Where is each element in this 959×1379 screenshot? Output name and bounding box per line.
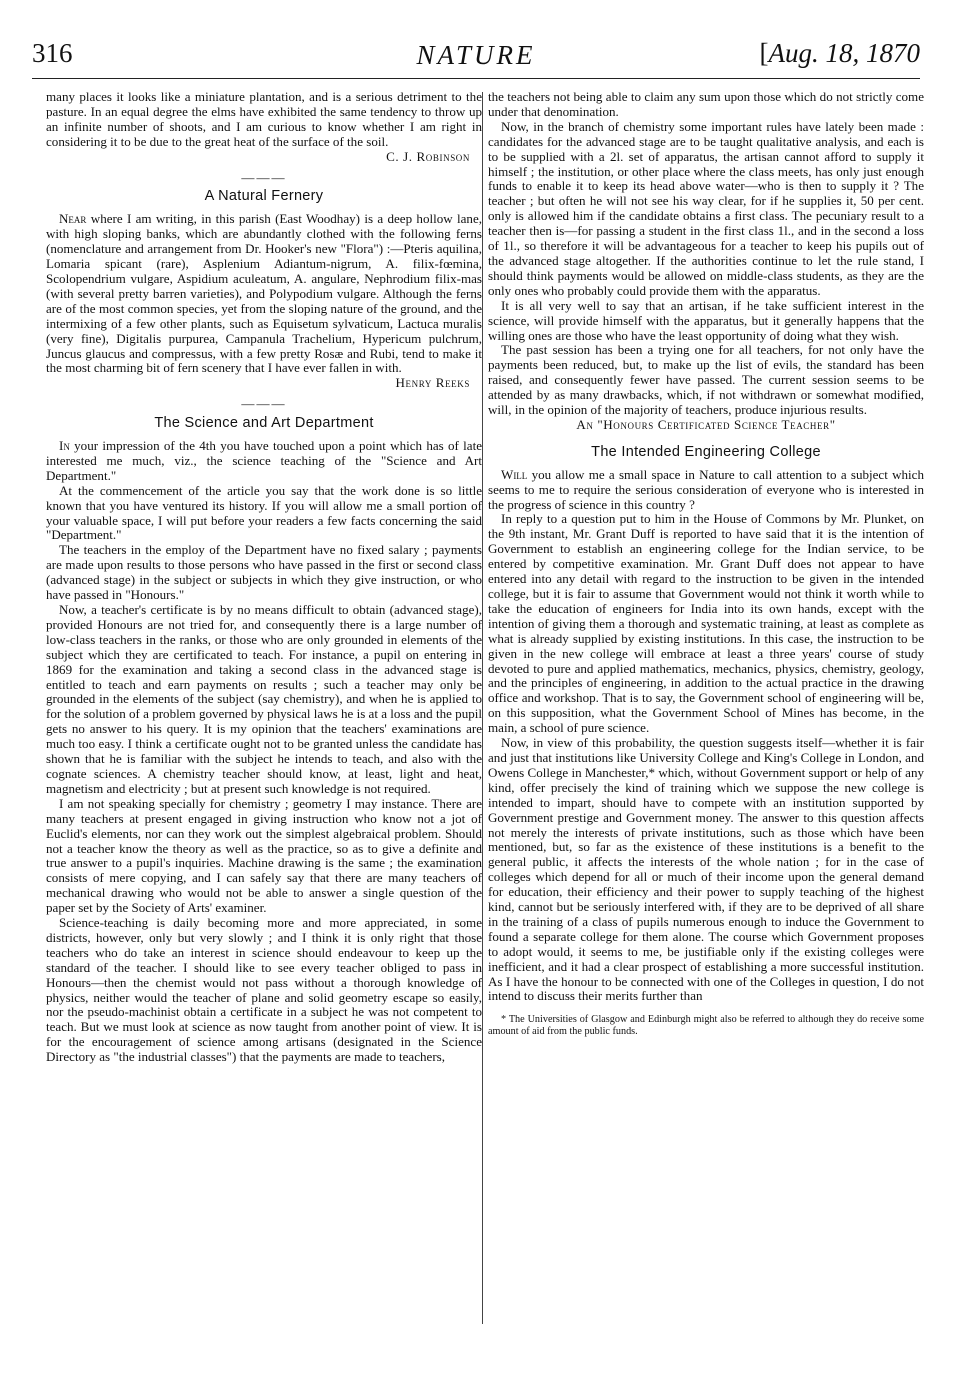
- page-header: [32, 38, 920, 72]
- engineering-text-1: you allow me a small space in Nature to call attention to a subject which seems to me to require the serious consideration of everyone who is interested in the progress of science in this country ?: [488, 466, 924, 512]
- column-divider: [482, 92, 483, 1324]
- science-art-para-6: Science-teaching is daily becoming more and more appreciated, in some districts, however, only but very slowly ; and I think it is only right that those teachers who do take an interest in science should endeavour to keep up the standard of the teacher. I should like to see every teacher obliged to pass in Honours—then the chemist would not pass without a thorough knowledge of physics, neither would the teacher of plane and solid geometry escape so easily, nor the pseudo-machinist obtain a certificate in a subject he was not competent to teach. But we must look at science as now taught from another point of view. It is for the encouragement of science among artisans (designated in the Science Directory as "the industrial classes") that the payments are made to teachers,: [46, 915, 482, 1065]
- issue-date: [760, 38, 921, 69]
- engineering-opening: Will: [501, 466, 528, 482]
- engineering-para-1: [488, 468, 924, 513]
- section-separator: ———: [241, 169, 287, 185]
- journal-title: NATURE: [416, 40, 536, 70]
- science-art-continued: the teachers not being able to claim any sum upon those which do not strictly come under that denomination.: [488, 89, 924, 119]
- signature-robinson: C. J. Robinson: [386, 148, 470, 164]
- engineering-para-2: In reply to a question put to him in the House of Commons by Mr. Plunket, on the 9th instant, Mr. Grant Duff is reported to have said that it is the intention of Government to establish an engineering college for the Indian service, to be entered by competitive examination. Mr. Grant Duff does not appear to have entered into any detail with regard to the instruction to be given in the intended college, but it is fair to assume that Government would not think it worth while to take the education of engineers for India into its own hands, except with the intention of giving them a thorough and systematic training, at least as complete as what is already supplied by existing institutions. In this case, the instruction to be given in the new college will embrace at least a three years' course of study devoted to pure and applied mathematics, mechanics, physics, chemistry, geology, and the principles of engineering, in addition to the actual practice in the drawing office and workshop. That is to say, the Government school of engineering will be, on this supposition, what the Government School of Mines has become, in the main, a school of pure science.: [488, 511, 924, 736]
- science-art-para-1: [46, 439, 482, 484]
- past-session-para: The past session has been a trying one for all teachers, for not only have the payments been reduced, but, to make up the list of evils, the standard has been raised, and consequently fewer have passed. The current session seems to be attended by as many drawbacks, which, if not withdrawn or somewhat modified, will, in the opinion of the majority of teachers, produce injurious results.: [488, 342, 924, 418]
- science-art-opening: In: [59, 438, 70, 454]
- chemistry-rules-para: Now, in the branch of chemistry some important rules have lately been made : candidates for the advanced stage are to be taught qualitative analysis, and each is to be supplied with a 2l. set of apparatus, the artisan cannot afford to supply it himself ; the institution, or other place where the class meets, has only just enough funds to enable it to keep its head above water—who is then to supply it ? The teacher ; but often he will not see his way clear, for if he supplies it, 50 per cent. only is allowed him if the candidate obtains a first class. The pecuniary result to a teacher then is—for passing a student in the first class 1l., and in the second a loss of 1l., so therefore it will be advantageous for a teacher to keep his pupils out of the advanced stage altogether. If the authorities continue to let the rule stand, I should think payments would be allowed on middle-class students, as they are the only ones who probably could provide them with the apparatus.: [488, 118, 924, 298]
- science-art-text-1: your impression of the 4th you have touched upon a point which has of late interested me much, viz., the science teaching of the "Science and Art Department.": [46, 438, 482, 483]
- heading-science-art-dept: The Science and Art Department: [154, 415, 374, 432]
- heading-engineering-college: The Intended Engineering College: [591, 443, 821, 460]
- header-rule: [32, 78, 920, 79]
- page-number: 316: [32, 38, 73, 68]
- heading-natural-fernery: A Natural Fernery: [204, 188, 324, 205]
- date-text: Aug. 18, 1870: [768, 38, 920, 68]
- science-art-para-3: The teachers in the employ of the Department have no fixed salary ; payments are made upon results to those persons who have passed in the first or second class (advanced stage) in the subject or subjects in which they give instruction, or who have passed in "Honours.": [46, 542, 482, 603]
- artisan-apparatus-para: It is all very well to say that an artisan, if he take sufficient interest in the science, will provide himself with the apparatus, but it generally happens that the willing ones are those who have the least opportunity of doing what they wish.: [488, 297, 924, 343]
- science-art-para-4: Now, a teacher's certificate is by no means difficult to obtain (advanced stage), provided Honours are not tried for, and consequently there is a large number of low-class teachers in the ranks, or those who are only grounded in elements of the subject which they are certificated to teach. For instance, a pupil on entering in 1869 for the examination and taking a second class in the advanced stage is entitled to teach and earn payments on results ; such a teacher may only be grounded in the elements of the subject (say chemistry), and when he is applied to for the solution of a problem governed by physical laws he is at a loss and the pupil gets no answer to his query. It is my opinion that the teachers' examinations are much too easy. I think a certificate ought not to be granted unless the candidate has shown that he is familiar with the subject he intends to teach, and also with the cognate sciences. A chemistry teacher should know, at least, light and heat, magnetism and electricity ; but at present such knowledge is not required.: [46, 602, 482, 796]
- science-art-para-5: I am not speaking specially for chemistry ; geometry I may instance. There are many teachers at present engaged in giving instruction who know not a jot of Euclid's elements, nor can they work out the simplest algebraical problem. Should not a teacher know the theory as well as the practice, so as to give a definite and true answer to a pupil's inquiries. Machine drawing is the same ; the examination consists of mere copying, and I can safely say that there are many teachers of mechanical drawing who would not be able to answer a single question of the paper set by the Society of Arts' examiner.: [46, 795, 482, 916]
- right-column: [488, 90, 924, 1038]
- section-separator: ———: [241, 396, 287, 412]
- date-bracket: [: [759, 38, 769, 68]
- fernery-text: where I am writing, in this parish (East Woodhay) is a deep hollow lane, with high sloping banks, which are abundantly clothed with the following ferns (nomenclature and arrangement from Dr. Hooker's new "Flora") :—Pteris aquilina, Lomaria spicant (rare), Asplenium Adiantum-nigrum, A. filix-fœmina, Scolopendrium vulgare, Aspidium aculeatum, A. angulare, Nephrodium filix-mas (with several pretty barren varieties), and Polypodium vulgare. Although the ferns are of the most common species, yet from the sloping nature of the ground, and the intermixing of a few other plants, such as Equisetum sylvaticum, Lactuca muralis (very fine), Digitalis purpurea, Campanula Trachelium, Hypericum pulchrum, Juncus glaucus and compressus, with a few pretty Rosæ and Rubi, tend to make it the most charming bit of fern scenery that I have ever fallen in with.: [46, 211, 482, 376]
- left-column: [46, 90, 482, 1065]
- fernery-letter: [46, 212, 482, 376]
- signature-reeks: Henry Reeks: [395, 375, 470, 391]
- fernery-opening: Near: [59, 211, 87, 227]
- engineering-para-3: Now, in view of this probability, the question suggests itself—whether it is fair and just that institutions like University College and King's College in London, and Owens College in Manchester,* which, without Government support or help of any kind, offer precisely the kind of training which we suppose the new college is intended to impart, should have to compete with an institution supported by Government prestige and Government money. The answer to this question affects not merely the interests of private institutions, such as those which have been mentioned, but, so far as the existence of these institutions is a benefit to the general public, it affects the interests of the whole nation ; for in the case of colleges which depend for all or much of their income upon the general demand for education, their efficiency and their power to supply teaching of the highest kind, cannot but be seriously interfered with, if they are to be deprived of all share in the training of a class of pupils numerous enough to induce the Government to found a separate college for them alone. The course which Government proposes to adopt would, it seems to me, be justifiable only if the existing colleges were inefficient, and it had a clear prospect of establishing a more successful institution. As I have the honour to be connected with one of the Colleges in question, I do not intend to discuss their merits further than: [488, 735, 924, 1004]
- robinson-letter-end: many places it looks like a miniature plantation, and is a serious detriment to the pasture. In an equal degree the elms have exhibited the same tendency to throw up an infinite number of shoots, and I am curious to know whether I am right in considering it to be due to the great heat of the surface of the soil.: [46, 89, 482, 149]
- footnote: [488, 1014, 924, 1038]
- signature-honours-teacher: An "Honours Certificated Science Teacher": [576, 416, 836, 432]
- footnote-text: * The Universities of Glasgow and Edinburgh might also be referred to although they do receive some amount of aid from the public funds.: [488, 1014, 924, 1038]
- science-art-para-2: At the commencement of the article you say that the work done is so little known that you have ventured its history. If you will allow me a small portion of your valuable space, I will put before your readers a few facts concerning the said "Department.": [46, 482, 482, 543]
